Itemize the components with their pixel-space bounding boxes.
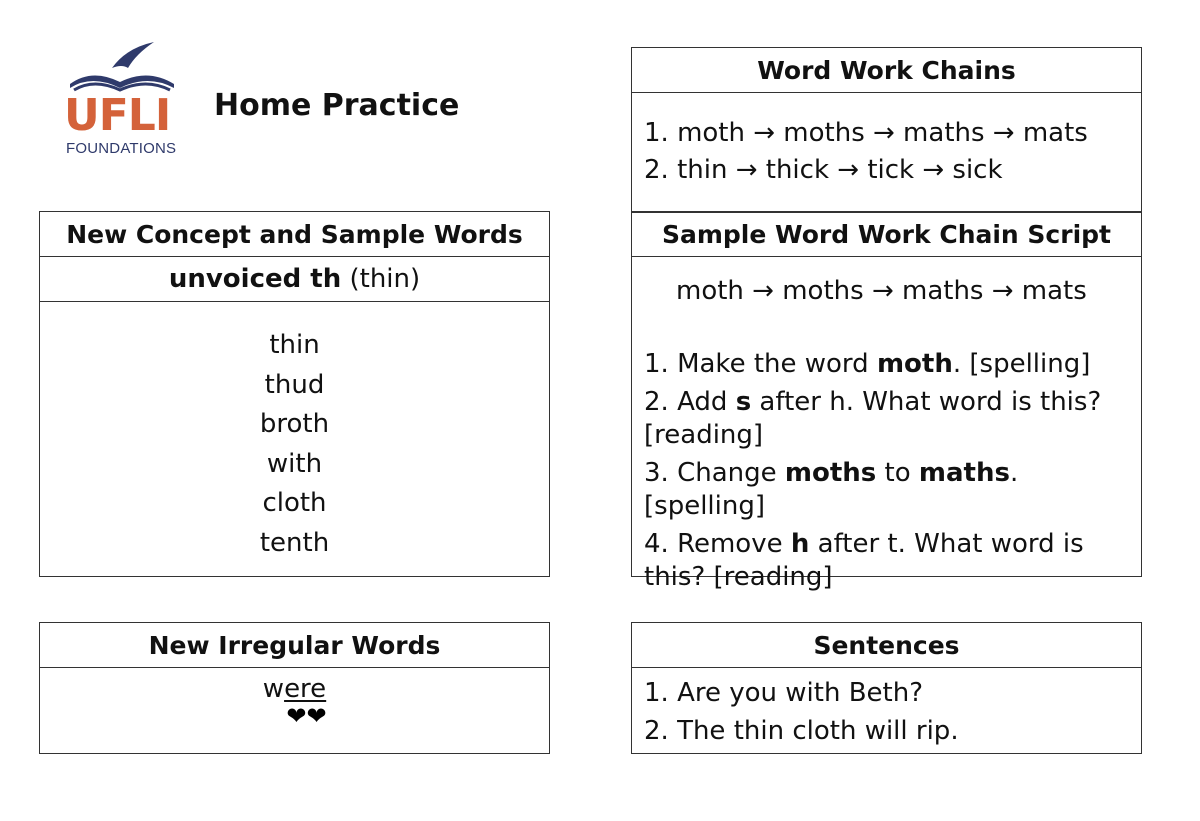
sentences-title: Sentences [632, 623, 1141, 668]
sentence: 2. The thin cloth will rip. [644, 716, 959, 746]
sample-word: cloth [262, 488, 327, 518]
concept-row [40, 257, 549, 302]
concept-example: (thin) [349, 264, 421, 294]
sample-words-list [40, 302, 549, 563]
page-title: Home Practice [214, 88, 460, 123]
sample-word: tenth [259, 527, 330, 558]
script-step: 1. Make the word moth. [spelling] [644, 349, 1091, 379]
sample-word: thin [269, 330, 320, 360]
chains-list [632, 93, 1141, 189]
logo-main-text: UFLI [64, 90, 171, 141]
chain-item: 1. moth → moths → maths → mats [644, 118, 1088, 148]
concept-name: unvoiced th [168, 264, 342, 294]
word-work-chains-box [631, 47, 1142, 213]
irregular-word: were [262, 674, 327, 704]
sample-word: broth [259, 409, 330, 439]
script-steps [632, 309, 1141, 594]
irregular-part: ere [284, 674, 327, 704]
script-step: 2. Add s after h. What word is this? [reading] [644, 387, 1102, 450]
chain-item: 2. thin → thick → tick → sick [644, 155, 1003, 185]
word-work-chains-title: Word Work Chains [632, 48, 1141, 93]
sentence: 1. Are you with Beth? [644, 678, 924, 708]
logo-sub-text: FOUNDATIONS [66, 140, 177, 157]
sample-word: thud [264, 369, 325, 400]
ufli-logo [62, 38, 182, 160]
new-concept-box [39, 211, 550, 577]
heart-icon: ❤❤ [286, 702, 327, 730]
script-step: 3. Change moths to maths. [spelling] [644, 458, 1019, 521]
sample-script-box [631, 211, 1142, 592]
irregular-words-box [39, 622, 550, 754]
irregular-words-title: New Irregular Words [40, 623, 549, 668]
script-chain: moth → moths → maths → mats [676, 276, 1087, 306]
sample-word: with [266, 448, 323, 479]
script-step: 4. Remove h after t. What word is this? [reading] [644, 529, 1084, 592]
sample-script-title: Sample Word Work Chain Script [632, 212, 1141, 257]
sentences-box [631, 622, 1142, 754]
new-concept-title: New Concept and Sample Words [40, 212, 549, 257]
sentences-list [632, 668, 1141, 750]
